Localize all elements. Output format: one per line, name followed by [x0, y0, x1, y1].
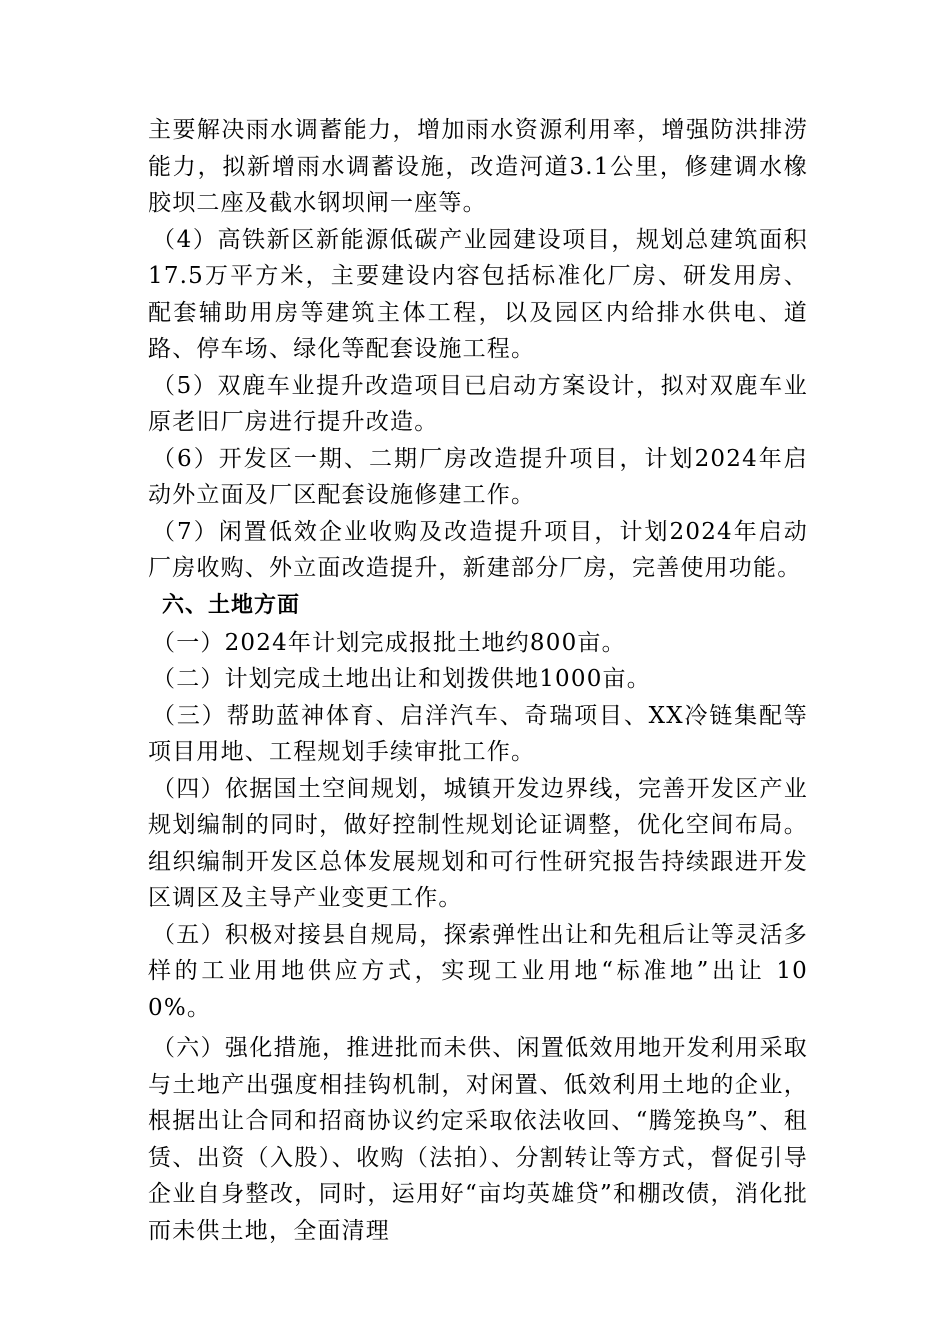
- paragraph-land-item-3: （三）帮助蓝神体育、启洋汽车、奇瑞项目、XX冷链集配等项目用地、工程规划手续审批工作。: [148, 702, 808, 765]
- paragraph-land-item-2: （二）计划完成土地出让和划拨供地1000亩。: [152, 666, 651, 692]
- section-heading-land: 六、土地方面: [162, 592, 301, 618]
- paragraph-item-6-plant-renovation: （6）开发区一期、二期厂房改造提升项目，计划2024年启动外立面及厂区配套设施修建工作。: [148, 445, 808, 508]
- paragraph-land-item-4: （四）依据国土空间规划，城镇开发边界线，完善开发区产业规划编制的同时，做好控制性规划论证调整，优化空间布局。组织编制开发区总体发展规划和可行性研究报告持续跟进开发区调区及主导产业变更工作。: [148, 775, 808, 911]
- paragraph-land-item-1: （一）2024年计划完成报批土地约800亩。: [152, 629, 626, 656]
- paragraph-item-5-shuanglu: （5）双鹿车业提升改造项目已启动方案设计，拟对双鹿车业原老旧厂房进行提升改造。: [148, 372, 808, 435]
- paragraph-item-4-new-energy-park: （4）高铁新区新能源低碳产业园建设项目，规划总建筑面积 17.5万平方米，主要建设内容包括标准化厂房、研发用房、配套辅助用房等建筑主体工程，以及园区内给排水供电、道路、停车场、绿化等配套设施工程。: [148, 226, 808, 362]
- document-body: [148, 112, 808, 1249]
- paragraph-land-item-5: （五）积极对接县自规局，探索弹性出让和先租后让等灵活多样的工业用地供应方式，实现工业用地“标准地”出让 100%。: [148, 921, 808, 1021]
- paragraph-rainwater-project: 主要解决雨水调蓄能力，增加雨水资源利用率，增强防洪排涝能力，拟新增雨水调蓄设施，改造河道3.1公里，修建调水橡胶坝二座及截水钢坝闸一座等。: [148, 117, 808, 216]
- paragraph-land-item-6: （六）强化措施，推进批而未供、闲置低效用地开发利用采取与土地产出强度相挂钩机制，对闲置、低效利用土地的企业，根据出让合同和招商协议约定采取依法收回、“腾笼换鸟”、租赁、出资（入股）、收购（法拍）、分割转让等方式，督促引导企业自身整改，同时，运用好“亩均英雄贷”和棚改债，消化批而未供土地，全面清理: [148, 1035, 808, 1244]
- paragraph-item-7-idle-enterprise: （7）闲置低效企业收购及改造提升项目，计划2024年启动厂房收购、外立面改造提升，新建部分厂房，完善使用功能。: [148, 518, 808, 581]
